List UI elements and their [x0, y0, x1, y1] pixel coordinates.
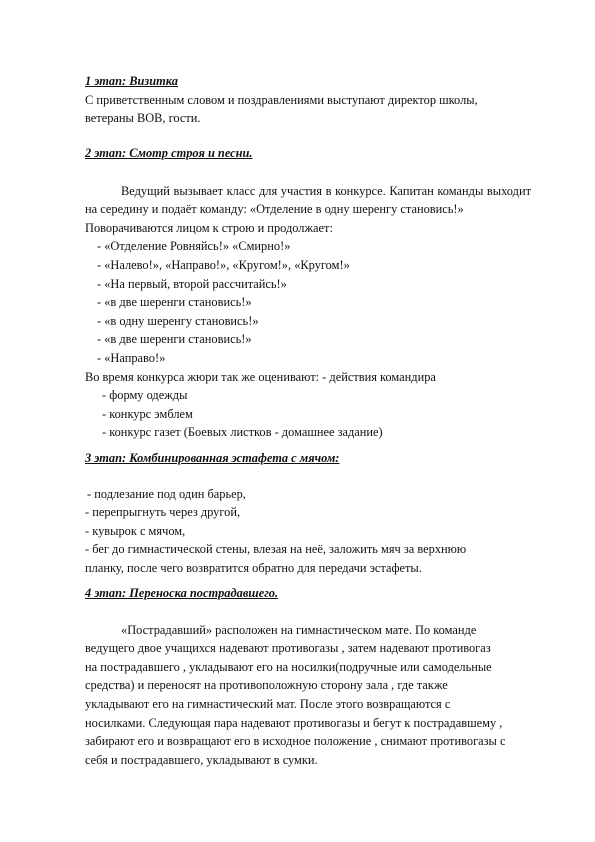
stage2-command-3: - «На первый, второй рассчитайсь!»: [97, 276, 287, 291]
stage2-command-7: - «Направо!»: [97, 350, 166, 365]
stage2-jury-item-1: - форму одежды: [102, 388, 188, 403]
stage2-command-4: - «в две шеренги становись!»: [97, 295, 252, 310]
stage2-command-6: - «в две шеренги становись!»: [97, 332, 252, 347]
stage4-line-6: носилками. Следующая пара надевают противогазы и бегут к пострадавшему ,: [85, 715, 503, 730]
stage2-heading: 2 этап: Смотр строя и песни.: [85, 146, 253, 160]
stage3-heading: 3 этап: Комбинированная эстафета с мячом:: [85, 451, 340, 465]
stage4-line-7: забирают его и возвращают его в исходное положение , снимают противогазы с: [85, 734, 506, 749]
stage1-line-2: ветераны ВОВ, гости.: [85, 111, 201, 126]
stage3-item-5: планку, после чего возвратится обратно для передачи эстафеты.: [85, 560, 422, 575]
stage4-section: [85, 584, 531, 769]
stage2-jury-item-2: - конкурс эмблем: [102, 406, 193, 421]
stage2-jury-item-3: - конкурс газет (Боевых листков - домашнее задание): [102, 425, 383, 440]
stage3-section: [85, 449, 531, 578]
stage4-line-2: ведущего двое учащихся надевают противогазы , затем надевают противогаз: [85, 641, 491, 656]
stage2-jury-line: Во время конкурса жюри так же оценивают: - действия командира: [85, 369, 436, 384]
stage2-command-2: - «Налево!», «Направо!», «Кругом!», «Кругом!»: [97, 257, 350, 272]
stage3-list: [85, 485, 531, 578]
stage3-item-3: - кувырок с мячом,: [85, 523, 186, 538]
stage4-line-4: средства) и переносят на противоположную сторону зала , где также: [85, 678, 448, 693]
stage4-line-3: на пострадавшего , укладывают его на носилки(подручные или самодельные: [85, 659, 492, 674]
stage3-item-2: - перепрыгнуть через другой,: [85, 505, 241, 520]
stage2-section: [85, 144, 531, 442]
stage2-command-1: - «Отделение Ровняйсь!» «Смирно!»: [97, 239, 291, 254]
stage4-heading: 4 этап: Переноска пострадавшего.: [85, 586, 279, 600]
stage3-item-4: - бег до гимнастической стены, влезая на неё, заложить мяч за верхнюю: [85, 542, 467, 557]
stage2-command-5: - «в одну шеренгу становись!»: [97, 313, 259, 328]
stage1-heading: 1 этап: Визитка: [85, 74, 178, 88]
stage1-section: [85, 72, 531, 128]
stage4-body: [85, 621, 531, 770]
stage4-line-5: укладывают его на гимнастический мат. После этого возвращаются с: [85, 696, 451, 711]
stage1-line-1: С приветственным словом и поздравлениями выступают директор школы,: [85, 92, 478, 107]
stage2-intro: Ведущий вызывает класс для участия в конкурсе. Капитан команды выходит на середину и подаёт команду: «Отделение в одну шеренгу становись!»: [85, 183, 531, 217]
stage4-line-1: «Пострадавший» расположен на гимнастическом мате. По команде: [121, 622, 477, 637]
stage4-line-8: себя и пострадавшего, укладывают в сумки.: [85, 752, 318, 767]
stage2-turn-line: Поворачиваются лицом к строю и продолжает:: [85, 220, 333, 235]
stage3-item-1: - подлезание под один барьер,: [87, 486, 246, 501]
